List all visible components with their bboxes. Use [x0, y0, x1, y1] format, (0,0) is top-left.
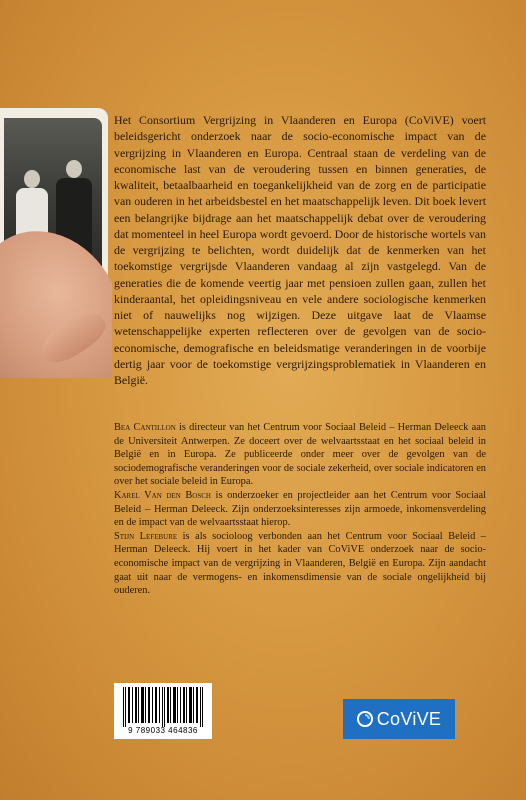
author-name: Karel Van den Bosch	[114, 489, 211, 501]
author-bios	[114, 421, 486, 598]
author-name: Bea Cantillon	[114, 422, 176, 433]
isbn-number: 9 789033 464836	[128, 726, 198, 735]
author-bio	[114, 421, 486, 489]
logo-text: CoViVE	[376, 708, 442, 729]
author-bio-text: is onderzoeker en projectleider aan het Centrum voor Sociaal Beleid – Herman Deleeck. Zijn onderzoeksinteresses zijn armoede, inkomensverdeling en de impact van de welvaartsstaat hierop.	[114, 489, 486, 529]
logo-mark-icon	[357, 711, 373, 727]
author-bio-text: is als socioloog verbonden aan het Centrum voor Sociaal Beleid – Herman Deleeck. Hij voert in het kader van CoViVE onderzoek naar de socio-economische impact van de vergrijzing in Vlaanderen, België en Europa. Zijn aandacht gaat uit naar de vermogens- en inkomensdimensie van de sociale ongelijkheid bij ouderen.	[114, 530, 486, 597]
figure-head	[66, 160, 82, 178]
covive-logo	[343, 699, 455, 739]
cover-description	[114, 112, 486, 388]
author-bio	[114, 489, 486, 530]
figure-head	[24, 170, 40, 188]
author-name: Stijn Lefebure	[114, 530, 178, 542]
author-bio	[114, 530, 486, 598]
author-bio-text: is directeur van het Centrum voor Sociaal Beleid – Herman Deleeck aan de Universiteit Antwerpen. Ze doceert over de welvaartsstaat en het sociaal beleid in België en in Europa. Ze publiceerde onder meer over de gevolgen van de sociodemografische veranderingen voor de sociale zekerheid, over sociale indicatoren en over het sociale beleid in Europa.	[114, 422, 486, 488]
isbn-barcode	[114, 683, 212, 739]
barcode-icon	[123, 687, 205, 727]
main-paragraph: Het Consortium Vergrijzing in Vlaanderen en Europa (CoViVE) voert beleidsgericht onderzoek naar de socio-economische impact van de vergrijzing in Vlaanderen en Europa. Centraal staan de verdeling van de economische last van de veroudering tussen en binnen generaties, de kwaliteit, betaalbaarheid en toegankelijkheid van de zorg en de participatie van ouderen in het arbeidsbestel en het maatschappelijk leven. Dit boek levert een belangrijke bijdrage aan het maatschappelijk debat over de veroudering dat momenteel in heel Europa wordt gevoerd. Door de historische wortels van de vergrijzing te belichten, wordt duidelijk dat de kenmerken van het toekomstige vergrijsde Vlaanderen vandaag al zijn vastgelegd. Van de generaties die de komende veertig jaar met pensioen zullen gaan, zullen het kinderaantal, het opleidingsniveau en vele andere sociologische kenmerken niet of nauwelijks nog wijzigen. Deze uitgave laat de Vlaamse wetenschappelijke experten reflecteren over de gevolgen van de socio-economische, demografische en beleidsmatige veranderingen in de voorbije dertig jaar voor de toekomstige vergrijzingsproblematiek in Vlaanderen en België.	[114, 113, 486, 387]
cover-photo-in-hand	[0, 108, 112, 378]
